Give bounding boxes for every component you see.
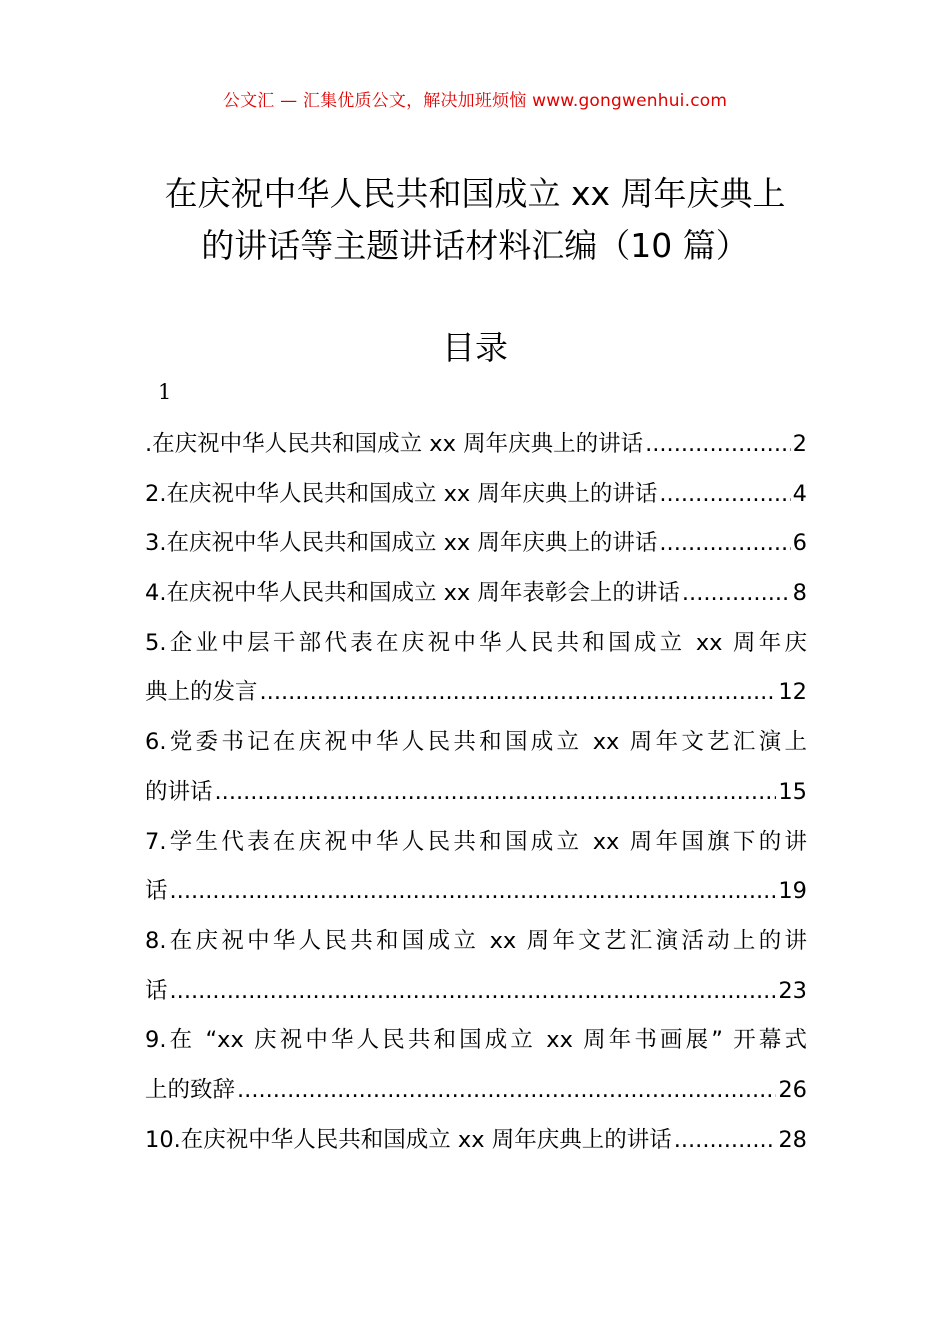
toc-page-number: 28 — [778, 1126, 807, 1153]
toc-leader-dots — [170, 967, 777, 1017]
toc-page-number: 19 — [778, 878, 807, 905]
document-title-line-1: 在庆祝中华人民共和国成立 xx 周年庆典上 — [164, 174, 786, 213]
toc-page-number: 6 — [792, 530, 807, 557]
toc-entry-title: 6.党委书记在庆祝中华人民共和国成立 xx 周年文艺汇演上 — [145, 729, 807, 756]
toc-leader-dots — [170, 867, 777, 917]
toc-page-number: 4 — [792, 480, 807, 507]
toc-page-number: 2 — [792, 431, 807, 457]
toc-entry-title: 5.企业中层干部代表在庆祝中华人民共和国成立 xx 周年庆 — [145, 629, 807, 656]
toc-page-number: 8 — [792, 580, 807, 607]
toc-leader-dots — [659, 470, 790, 520]
toc-leader-dots — [215, 768, 777, 818]
toc-page-number: 15 — [778, 778, 807, 805]
toc-entry[interactable] — [145, 718, 807, 817]
toc-entry-title: 10.在庆祝中华人民共和国成立 xx 周年庆典上的讲话 — [145, 1126, 672, 1153]
toc-leader-dots — [645, 420, 791, 470]
toc-leader-dots — [682, 569, 791, 619]
toc-entry[interactable] — [145, 519, 807, 569]
toc-page-number: 12 — [778, 679, 807, 706]
header-banner[interactable]: 公文汇 — 汇集优质公文，解决加班烦恼 www.gongwenhui.com — [222, 91, 728, 111]
toc-leader-dots — [260, 668, 777, 718]
stray-number: 1 — [158, 380, 172, 404]
toc-entry[interactable] — [145, 420, 807, 470]
toc-entry-title: 7.学生代表在庆祝中华人民共和国成立 xx 周年国旗下的讲 — [145, 828, 807, 855]
toc-entry-title-continued: 上的致辞 — [145, 1076, 236, 1103]
toc-leader-dots — [674, 1116, 777, 1166]
toc-entry[interactable] — [145, 470, 807, 520]
toc-entry-title-continued: 的讲话 — [145, 778, 213, 805]
toc-entry[interactable] — [145, 619, 807, 718]
toc-entry-title-continued: 典上的发言 — [145, 679, 258, 706]
toc-leader-dots — [237, 1066, 776, 1116]
toc-entry-title: 2.在庆祝中华人民共和国成立 xx 周年庆典上的讲话 — [145, 480, 658, 507]
toc-entry-title: .在庆祝中华人民共和国成立 xx 周年庆典上的讲话 — [145, 431, 644, 457]
toc-entry-title: 8.在庆祝中华人民共和国成立 xx 周年文艺汇演活动上的讲 — [145, 927, 807, 954]
toc-entry[interactable] — [145, 1116, 807, 1166]
table-of-contents — [145, 420, 807, 1165]
toc-heading: 目录 — [442, 328, 508, 367]
toc-entry-title: 9.在 “xx 庆祝中华人民共和国成立 xx 周年书画展” 开幕式 — [145, 1027, 807, 1054]
toc-entry[interactable] — [145, 1016, 807, 1115]
document-title-line-2: 的讲话等主题讲话材料汇编（10 篇） — [201, 226, 749, 265]
toc-entry-title: 3.在庆祝中华人民共和国成立 xx 周年庆典上的讲话 — [145, 530, 658, 557]
toc-entry-title: 4.在庆祝中华人民共和国成立 xx 周年表彰会上的讲话 — [145, 580, 680, 607]
toc-entry-title-continued: 话 — [145, 878, 168, 905]
toc-page-number: 23 — [778, 977, 807, 1004]
toc-entry[interactable] — [145, 818, 807, 917]
document-title — [120, 168, 830, 272]
toc-entry-title-continued: 话 — [145, 977, 168, 1004]
toc-leader-dots — [659, 519, 790, 569]
toc-entry[interactable] — [145, 917, 807, 1016]
toc-entry[interactable] — [145, 569, 807, 619]
toc-page-number: 26 — [778, 1076, 807, 1103]
